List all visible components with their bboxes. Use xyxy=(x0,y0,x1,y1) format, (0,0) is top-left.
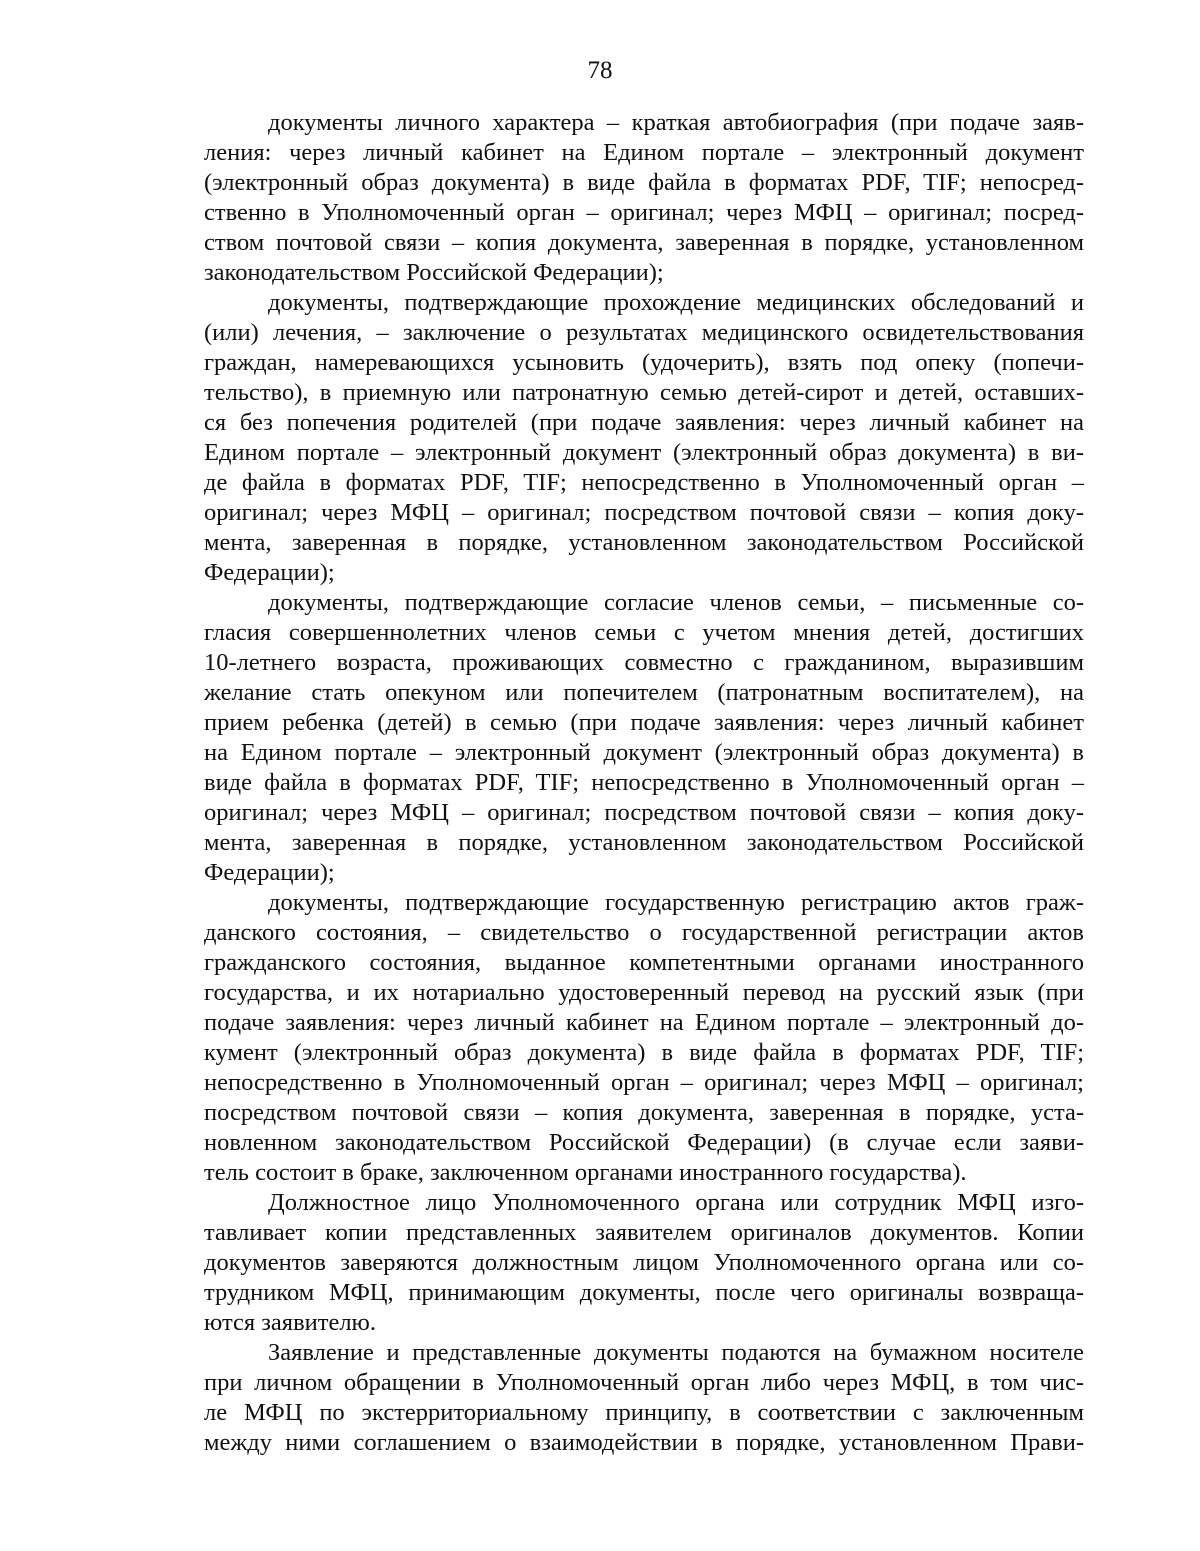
text-line: тельство), в приемную или патронатную семью детей-сирот и детей, оставших- xyxy=(204,379,1084,406)
text-line: ле МФЦ по экстерриториальному принципу, в соответствии с заключенным xyxy=(204,1399,1084,1426)
text-line: (электронный образ документа) в виде файла в форматах PDF, TIF; непосред- xyxy=(204,169,1084,196)
text-line: гражданского состояния, выданное компетентными органами иностранного xyxy=(204,949,1084,976)
text-line: оригинал; через МФЦ – оригинал; посредством почтовой связи – копия доку- xyxy=(204,499,1084,526)
text-line: документов заверяются должностным лицом Уполномоченного органа или со- xyxy=(204,1249,1084,1276)
text-line: тель состоит в браке, заключенном органами иностранного государства). xyxy=(204,1159,967,1186)
page-number: 78 xyxy=(587,57,613,84)
text-line: между ними соглашением о взаимодействии в порядке, установленном Прави- xyxy=(204,1429,1084,1456)
text-line: виде файла в форматах PDF, TIF; непосредственно в Уполномоченный орган – xyxy=(204,769,1084,796)
text-line: документы, подтверждающие прохождение медицинских обследований и xyxy=(268,289,1084,316)
text-line: Должностное лицо Уполномоченного органа или сотрудник МФЦ изго- xyxy=(268,1189,1084,1216)
text-line: Едином портале – электронный документ (электронный образ документа) в ви- xyxy=(204,439,1084,466)
text-line: документы, подтверждающие государственную регистрацию актов граж- xyxy=(268,889,1084,916)
text-line: ством почтовой связи – копия документа, заверенная в порядке, установленном xyxy=(204,229,1084,256)
text-line: (или) лечения, – заключение о результатах медицинского освидетельствования xyxy=(204,319,1084,346)
paragraph xyxy=(204,288,1084,588)
text-line: Заявление и представленные документы подаются на бумажном носителе xyxy=(268,1339,1084,1366)
text-line: посредством почтовой связи – копия документа, заверенная в порядке, уста- xyxy=(204,1099,1084,1126)
text-line: ются заявителю. xyxy=(204,1309,376,1336)
text-line: мента, заверенная в порядке, установленном законодательством Российской xyxy=(204,829,1084,856)
paragraph xyxy=(204,888,1084,1188)
text-line: непосредственно в Уполномоченный орган – оригинал; через МФЦ – оригинал; xyxy=(204,1069,1084,1096)
text-line: документы, подтверждающие согласие членов семьи, – письменные со- xyxy=(268,589,1084,616)
document-body xyxy=(204,108,1084,1458)
paragraph xyxy=(204,108,1084,288)
paragraph xyxy=(204,588,1084,888)
text-line: законодательством Российской Федерации); xyxy=(204,259,664,286)
text-line: документы личного характера – краткая автобиография (при подаче заяв- xyxy=(268,109,1084,136)
text-line: желание стать опекуном или попечителем (патронатным воспитателем), на xyxy=(204,679,1084,706)
text-line: трудником МФЦ, принимающим документы, после чего оригиналы возвраща- xyxy=(204,1279,1084,1306)
text-line: кумент (электронный образ документа) в виде файла в форматах PDF, TIF; xyxy=(204,1039,1084,1066)
text-line: тавливает копии представленных заявителем оригиналов документов. Копии xyxy=(204,1219,1084,1246)
text-line: новленном законодательством Российской Федерации) (в случае если заяви- xyxy=(204,1129,1084,1156)
paragraph xyxy=(204,1188,1084,1338)
text-line: 10-летнего возраста, проживающих совместно с гражданином, выразившим xyxy=(204,649,1084,676)
text-line: граждан, намеревающихся усыновить (удочерить), взять под опеку (попечи- xyxy=(204,349,1084,376)
text-line: ственно в Уполномоченный орган – оригинал; через МФЦ – оригинал; посред- xyxy=(204,199,1084,226)
text-line: ся без попечения родителей (при подаче заявления: через личный кабинет на xyxy=(204,409,1084,436)
text-line: де файла в форматах PDF, TIF; непосредственно в Уполномоченный орган – xyxy=(204,469,1084,496)
text-line: Федерации); xyxy=(204,559,335,586)
text-line: ления: через личный кабинет на Едином портале – электронный документ xyxy=(204,139,1084,166)
text-line: Федерации); xyxy=(204,859,335,886)
text-line: оригинал; через МФЦ – оригинал; посредством почтовой связи – копия доку- xyxy=(204,799,1084,826)
text-line: прием ребенка (детей) в семью (при подаче заявления: через личный кабинет xyxy=(204,709,1084,736)
text-line: государства, и их нотариально удостоверенный перевод на русский язык (при xyxy=(204,979,1084,1006)
text-line: гласия совершеннолетних членов семьи с учетом мнения детей, достигших xyxy=(204,619,1084,646)
paragraph xyxy=(204,1338,1084,1458)
text-line: при личном обращении в Уполномоченный орган либо через МФЦ, в том чис- xyxy=(204,1369,1084,1396)
text-line: подаче заявления: через личный кабинет на Едином портале – электронный до- xyxy=(204,1009,1084,1036)
text-line: мента, заверенная в порядке, установленном законодательством Российской xyxy=(204,529,1084,556)
text-line: на Едином портале – электронный документ (электронный образ документа) в xyxy=(204,739,1084,766)
text-line: данского состояния, – свидетельство о государственной регистрации актов xyxy=(204,919,1084,946)
